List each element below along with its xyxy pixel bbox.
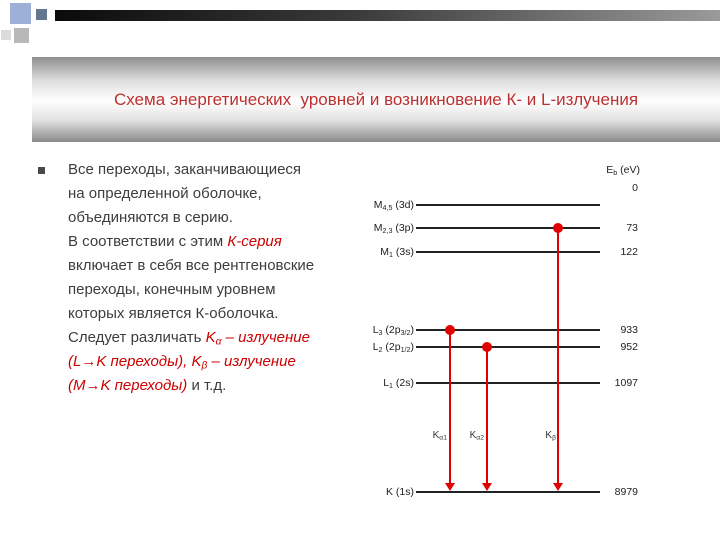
energy-level-l2	[350, 340, 660, 354]
body-text: Следует различать	[68, 329, 206, 346]
energy-level-m23	[350, 221, 660, 235]
level-line	[416, 491, 600, 493]
body-text: и т.д.	[187, 377, 227, 394]
energy-level-m45	[350, 198, 660, 212]
body-text: на определенной оболочке,	[68, 185, 262, 202]
level-line	[416, 251, 600, 253]
square-bullet-icon	[38, 167, 45, 174]
arrow-stem	[486, 347, 488, 484]
arrow-stem	[557, 228, 559, 484]
energy-level-m1	[350, 245, 660, 259]
level-energy: 1097	[614, 377, 638, 389]
level-label: $M_{2,3}$ (3p)	[373, 222, 414, 235]
decor-square-steel-icon	[36, 9, 47, 20]
down-arrowhead-icon	[482, 483, 492, 491]
binding-energy-axis-label: $E_b$ (eV)	[606, 164, 640, 177]
level-line	[416, 204, 600, 206]
level-energy: 8979	[614, 486, 638, 498]
level-label: $L_2$ $(2p_{1/2})$	[372, 341, 414, 354]
energy-level-l3	[350, 323, 660, 337]
level-line	[416, 227, 600, 229]
level-label: $M_1$ (3s)	[380, 246, 414, 259]
top-gradient-bar	[55, 10, 720, 21]
body-text: объединяются в серию.	[68, 209, 233, 226]
decor-square-gray-icon	[14, 28, 29, 43]
energy-level-diagram	[350, 160, 660, 510]
k-beta-term: (L→K переходы), $K_\beta$ – излучение	[68, 353, 296, 372]
body-paragraph	[68, 158, 350, 398]
body-text: включает в себя все рентгеновские	[68, 257, 315, 274]
level-energy: 122	[620, 246, 638, 258]
body-text: В соответствии с этим	[68, 233, 228, 250]
energy-level-l1	[350, 376, 660, 390]
body-text: которых является К-оболочка.	[68, 305, 279, 322]
bullet-list-item	[38, 158, 350, 398]
level-label: $M_{4,5}$ (3d)	[373, 199, 414, 212]
down-arrowhead-icon	[553, 483, 563, 491]
decor-square-light-icon	[1, 30, 11, 40]
level-line	[416, 329, 600, 331]
level-label: K (1s)	[385, 486, 414, 498]
body-text: переходы, конечным уровнем	[68, 281, 276, 298]
transition-label-kalpha2: $K_{\alpha 2}$	[469, 430, 484, 442]
m-k-term: (M→K переходы)	[68, 377, 188, 394]
down-arrowhead-icon	[445, 483, 455, 491]
decor-square-blue-icon	[10, 3, 31, 24]
title-band	[32, 57, 720, 142]
k-series-term: К-серия	[227, 233, 282, 250]
k-alpha-term: $K_\alpha$ – излучение	[205, 329, 310, 348]
level-energy: 952	[620, 341, 638, 353]
arrow-stem	[449, 330, 451, 484]
level-line	[416, 346, 600, 348]
level-energy: 933	[620, 324, 638, 336]
transition-label-kalpha1: $K_{\alpha 1}$	[432, 430, 447, 442]
level-energy: 73	[626, 222, 638, 234]
level-label: $L_3$ $(2p_{3/2})$	[372, 324, 414, 337]
transition-label-kbeta: $K_\beta$	[545, 430, 556, 442]
body-text: Все переходы, заканчивающиеся	[68, 161, 302, 178]
slide-title: Схема энергетических уровней и возникновение К- и L-излучения	[113, 89, 639, 109]
axis-zero-value: 0	[632, 182, 638, 194]
level-label: $L_1$ (2s)	[383, 377, 414, 390]
energy-level-k	[350, 485, 660, 499]
level-line	[416, 382, 600, 384]
